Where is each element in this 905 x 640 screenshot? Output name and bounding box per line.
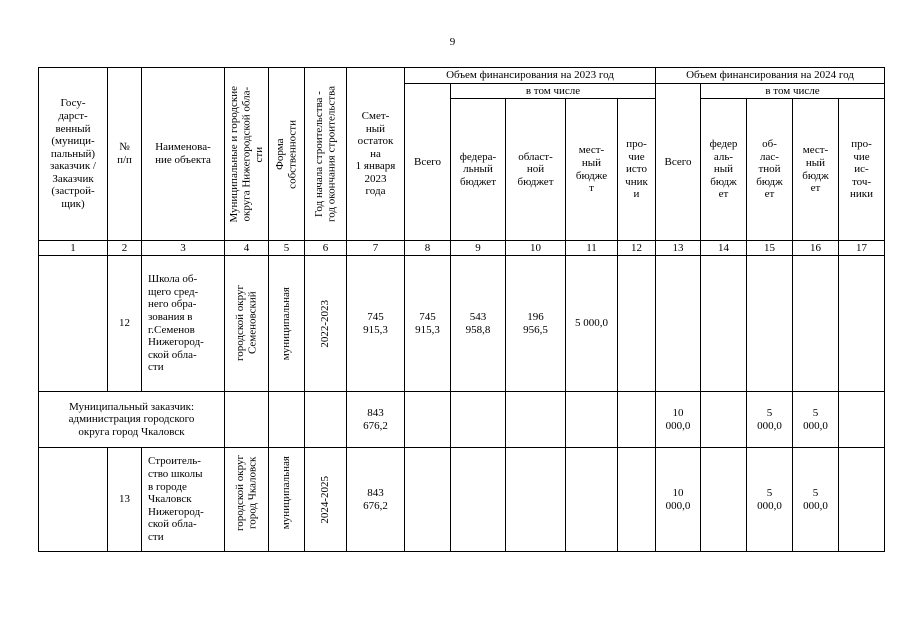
column-number: 6 <box>305 241 347 256</box>
header-municipality <box>225 68 269 241</box>
header-customer: Госу- дарст- венный (муници- пальный) заказчик / Заказчик (застрой- щик) <box>39 68 108 241</box>
header-years <box>305 68 347 241</box>
row13-customer <box>39 448 108 552</box>
column-number: 11 <box>566 241 618 256</box>
customer-row-ownership <box>269 392 305 448</box>
row13-estimate: 843 676,2 <box>347 448 405 552</box>
row12-estimate: 745 915,3 <box>347 256 405 392</box>
column-number: 5 <box>269 241 305 256</box>
header-other-2024: про- чие ис- точ- ники <box>839 99 885 241</box>
row13-other-2023 <box>618 448 656 552</box>
row12-number: 12 <box>108 256 142 392</box>
row12-years-text: 2022-2023 <box>319 299 332 348</box>
column-number: 4 <box>225 241 269 256</box>
header-regional-2023: област- ной бюджет <box>506 99 566 241</box>
customer-row-regional-2023 <box>506 392 566 448</box>
header-estimate: Смет- ный остаток на 1 января 2023 года <box>347 68 405 241</box>
column-number: 16 <box>793 241 839 256</box>
row12-customer <box>39 256 108 392</box>
header-years-text: Год начала строительства - год окончания строительства <box>312 86 338 222</box>
table-row <box>39 392 885 448</box>
header-total-2024: Всего <box>656 84 701 241</box>
column-number: 1 <box>39 241 108 256</box>
page-number: 9 <box>449 36 456 48</box>
row13-local-2024: 5 000,0 <box>793 448 839 552</box>
row12-municipality <box>225 256 269 392</box>
row13-object: Строитель- ство школы в городе Чкаловск Нижегород- ской обла- сти <box>142 448 225 552</box>
customer-row-estimate: 843 676,2 <box>347 392 405 448</box>
row13-local-2023 <box>566 448 618 552</box>
row13-ownership <box>269 448 305 552</box>
header-other-2023: про- чие исто чник и <box>618 99 656 241</box>
column-number: 2 <box>108 241 142 256</box>
row12-local-2023: 5 000,0 <box>566 256 618 392</box>
customer-row-other-2024 <box>839 392 885 448</box>
header-total-2023: Всего <box>405 84 451 241</box>
customer-row-federal-2024 <box>701 392 747 448</box>
row12-local-2024 <box>793 256 839 392</box>
column-number: 14 <box>701 241 747 256</box>
header-federal-2024: федер аль- ный бюдж ет <box>701 99 747 241</box>
investment-table <box>38 67 885 552</box>
customer-row-federal-2023 <box>451 392 506 448</box>
header-municipality-text: Муниципальные и городские округа Нижегородской обла- сти <box>227 85 265 223</box>
header-federal-2023: федера- льный бюджет <box>451 99 506 241</box>
column-numbers-row <box>39 241 885 256</box>
header-ownership-text: Форма собственности <box>273 119 299 189</box>
header-including-2023: в том числе <box>451 84 656 99</box>
column-number: 3 <box>142 241 225 256</box>
header-local-2023: мест- ный бюдже т <box>566 99 618 241</box>
row12-federal-2023: 543 958,8 <box>451 256 506 392</box>
row13-other-2024 <box>839 448 885 552</box>
row13-municipality <box>225 448 269 552</box>
row13-regional-2023 <box>506 448 566 552</box>
row13-municipality-text: городской округ город Чкаловск <box>233 454 259 532</box>
row12-other-2023 <box>618 256 656 392</box>
row13-federal-2023 <box>451 448 506 552</box>
row13-years-text: 2024-2025 <box>319 475 332 524</box>
customer-row-local-2023 <box>566 392 618 448</box>
customer-row-total-2024: 10 000,0 <box>656 392 701 448</box>
column-number: 10 <box>506 241 566 256</box>
row12-ownership <box>269 256 305 392</box>
column-number: 17 <box>839 241 885 256</box>
column-number: 12 <box>618 241 656 256</box>
row12-regional-2023: 196 956,5 <box>506 256 566 392</box>
customer-row-municipality <box>225 392 269 448</box>
header-funding-2023: Объем финансирования на 2023 год <box>405 68 656 84</box>
row12-federal-2024 <box>701 256 747 392</box>
row13-years <box>305 448 347 552</box>
row13-number: 13 <box>108 448 142 552</box>
row13-total-2024: 10 000,0 <box>656 448 701 552</box>
row12-total-2024 <box>656 256 701 392</box>
column-number: 13 <box>656 241 701 256</box>
header-ownership <box>269 68 305 241</box>
customer-row-label: Муниципальный заказчик: администрация городского округа город Чкаловск <box>39 392 225 448</box>
customer-row-total-2023 <box>405 392 451 448</box>
column-number: 15 <box>747 241 793 256</box>
column-number: 9 <box>451 241 506 256</box>
header-object-name: Наименова- ние объекта <box>142 68 225 241</box>
column-number: 7 <box>347 241 405 256</box>
row13-total-2023 <box>405 448 451 552</box>
header-local-2024: мест- ный бюдж ет <box>793 99 839 241</box>
table-row <box>39 448 885 552</box>
row12-municipality-text: городской округ Семеновский <box>233 285 259 362</box>
row13-federal-2024 <box>701 448 747 552</box>
row12-years <box>305 256 347 392</box>
row12-other-2024 <box>839 256 885 392</box>
customer-row-local-2024: 5 000,0 <box>793 392 839 448</box>
customer-row-regional-2024: 5 000,0 <box>747 392 793 448</box>
column-number: 8 <box>405 241 451 256</box>
customer-row-other-2023 <box>618 392 656 448</box>
header-number: № п/п <box>108 68 142 241</box>
header-funding-2024: Объем финансирования на 2024 год <box>656 68 885 84</box>
customer-row-years <box>305 392 347 448</box>
row12-ownership-text: муниципальная <box>280 286 293 361</box>
row13-ownership-text: муниципальная <box>280 456 293 530</box>
row12-regional-2024 <box>747 256 793 392</box>
row13-regional-2024: 5 000,0 <box>747 448 793 552</box>
table-row <box>39 256 885 392</box>
row12-total-2023: 745 915,3 <box>405 256 451 392</box>
header-regional-2024: об- лас- тной бюдж ет <box>747 99 793 241</box>
row12-object: Школа об- щего сред- него обра- зования в г.Семенов Нижегород- ской обла- сти <box>142 256 225 392</box>
header-including-2024: в том числе <box>701 84 885 99</box>
